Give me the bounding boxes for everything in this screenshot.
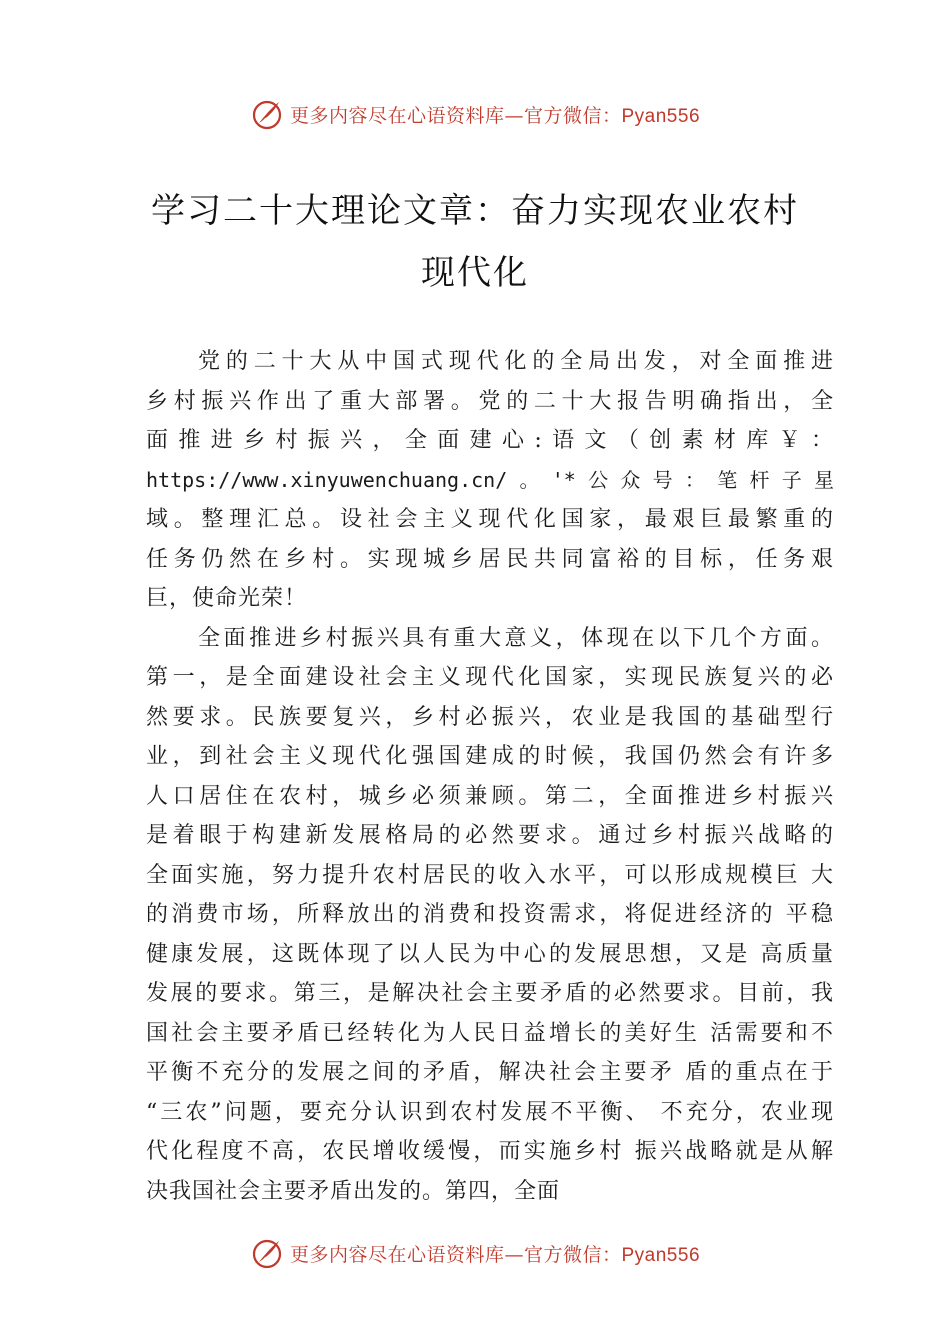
banner-wechat-id: Pyan556 <box>621 105 701 127</box>
body-line: 第一，是全面建设社会主义现代化国家，实现民族复兴的必 <box>146 665 834 690</box>
banner-slogan: 更多内容尽在心语资料库—官方微信： <box>289 1243 622 1266</box>
body-line: 健康发展，这既体现了以人民为中心的发展思想，又是 高质量 <box>146 941 834 967</box>
banner-text <box>290 1240 700 1267</box>
body-line: 发展的要求。第三，是解决社会主要矛盾的必然要求。目前，我 <box>146 981 834 1006</box>
body-line: 决我国社会主要矛盾出发的。第四，全面 <box>146 1178 561 1204</box>
body-line: 代化程度不高，农民增收缓慢，而实施乡村 振兴战略就是从解 <box>146 1139 834 1164</box>
body-line: 巨，使命光荣！ <box>146 586 308 611</box>
title-line-2: 现代化 <box>421 253 529 293</box>
header-watermark-banner <box>0 94 950 134</box>
body-line: 是着眼于构建新发展格局的必然要求。通过乡村振兴战略的 <box>146 823 834 848</box>
body-line: 国社会主要矛盾已经转化为人民日益增长的美好生 活需要和不 <box>146 1020 834 1046</box>
body-line: 面推进乡村振兴，全面建心:语文（创素材库￥： <box>146 428 834 453</box>
footer-watermark-banner <box>0 1233 950 1273</box>
document-body <box>146 342 834 1211</box>
body-line: 域。整理汇总。设社会主义现代化国家，最艰巨最繁重的 <box>146 507 834 532</box>
body-line: 然要求。民族要复兴，乡村必振兴，农业是我国的基础型行 <box>146 704 834 730</box>
quill-logo-icon <box>250 97 284 131</box>
document-title <box>120 180 830 304</box>
banner-slogan: 更多内容尽在心语资料库—官方微信： <box>289 104 622 127</box>
quill-logo-icon <box>250 1236 284 1270</box>
body-line: 全面实施，努力提升农村居民的收入水平，可以形成规模巨 大 <box>146 862 834 888</box>
body-line: 的消费市场，所释放出的消费和投资需求，将促进经济的 平稳 <box>146 902 834 927</box>
body-line: 任务仍然在乡村。实现城乡居民共同富裕的目标，任务艰 <box>146 546 834 572</box>
body-line: 人口居住在农村，城乡必须兼顾。第二，全面推进乡村振兴 <box>146 783 834 809</box>
body-line: 乡村振兴作出了重大部署。党的二十大报告明确指出，全 <box>146 388 834 414</box>
body-line: 党的二十大从中国式现代化的全局出发，对全面推进 <box>198 349 834 374</box>
body-line: “三农”问题，要充分认识到农村发展不平衡、 不充分，农业现 <box>146 1099 834 1125</box>
body-line: 业，到社会主义现代化强国建成的时候，我国仍然会有许多 <box>146 744 834 769</box>
body-line-url: https://www.xinyuwenchuang.cn/。'*公众号：笔杆子星 <box>146 467 834 492</box>
banner-text <box>290 101 700 128</box>
body-line: 平衡不充分的发展之间的矛盾，解决社会主要矛 盾的重点在于 <box>146 1060 834 1085</box>
title-line-1: 学习二十大理论文章：奋力实现农业农村 <box>151 191 799 231</box>
banner-wechat-id: Pyan556 <box>621 1244 701 1266</box>
body-line: 全面推进乡村振兴具有重大意义，体现在以下几个方面。 <box>198 625 834 651</box>
